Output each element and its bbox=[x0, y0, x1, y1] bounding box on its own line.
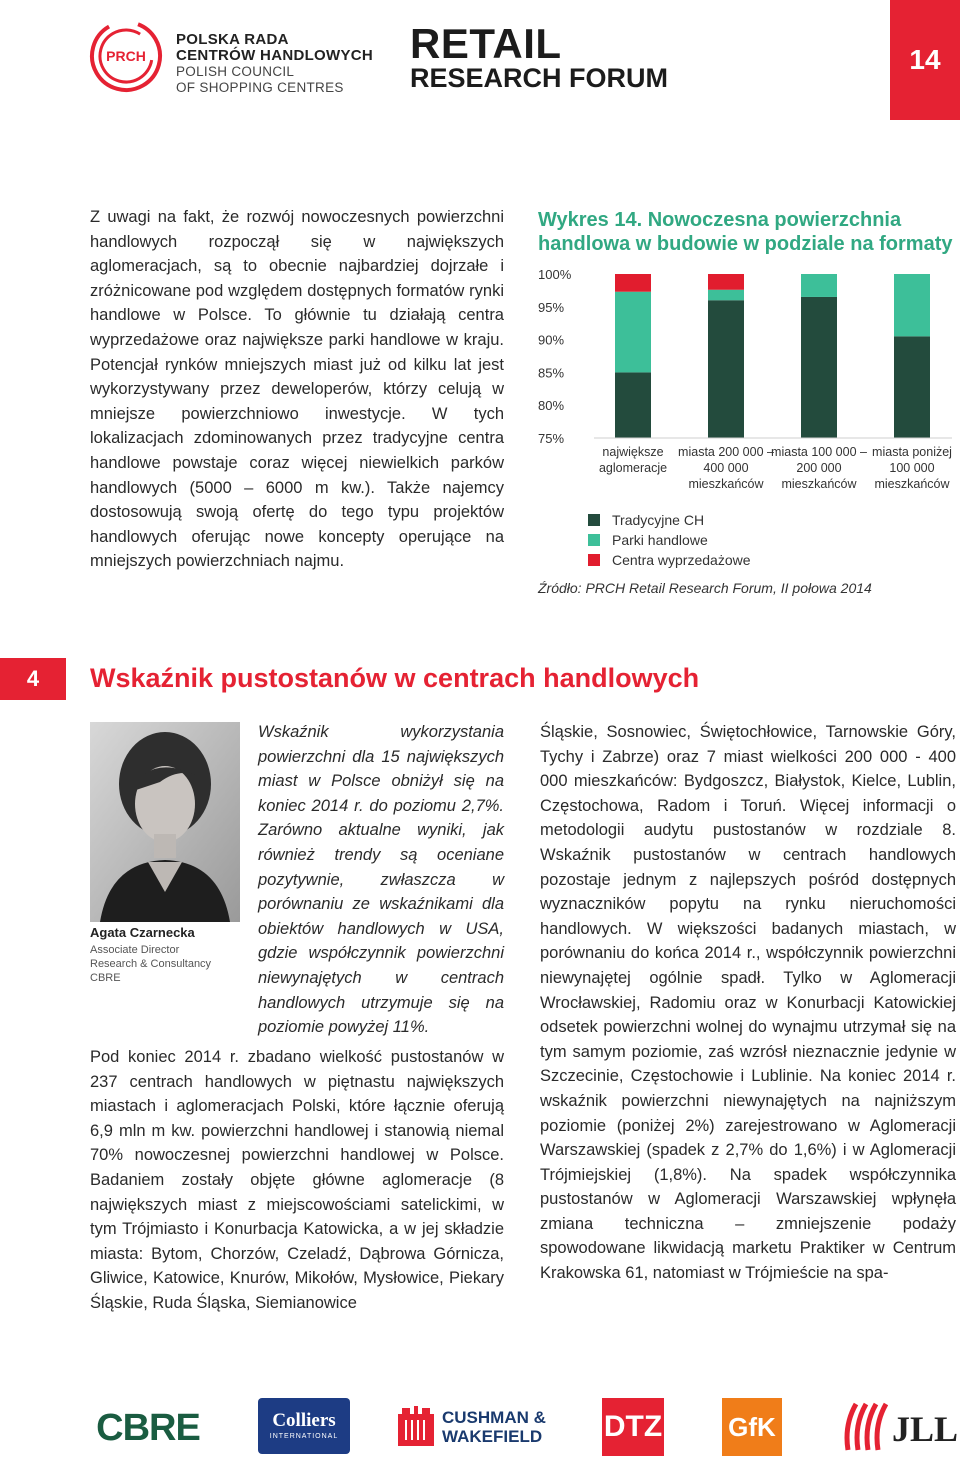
bar-segment bbox=[801, 297, 837, 438]
bar-segment bbox=[708, 290, 744, 300]
bar-segment bbox=[708, 300, 744, 438]
chart-legend bbox=[588, 510, 751, 570]
x-category-label: 100 000 bbox=[889, 461, 935, 475]
bar-segment bbox=[708, 274, 744, 290]
y-tick-label: 90% bbox=[538, 332, 565, 348]
publication-subtitle: RESEARCH FORUM bbox=[410, 63, 669, 93]
legend-swatch-outlet bbox=[588, 554, 600, 566]
cushman-wakefield-logo bbox=[396, 1406, 546, 1450]
section-number: 4 bbox=[0, 658, 66, 700]
legend-swatch-retail-parks bbox=[588, 534, 600, 546]
author-name: Agata Czarnecka bbox=[90, 925, 195, 940]
page-number: 14 bbox=[890, 0, 960, 120]
body-column-1: Pod koniec 2014 r. zbadano wielkość pustostanów w 237 centrach handlowych w piętnastu największych miastach i aglomeracjach Polski, które łącznie oferują 6,9 mln m kw. powierzchni handlowej i stanowią niemal 70% nowoczesnej powierzchni handlowej w Polsce. Badaniem zostały objęte główne aglomeracje (8 największych miast z miejscowościami satelickimi, w tym Trójmiasto i Konurbacja Katowicka, a w jej składzie miasta: Bytom, Chorzów, Czeladź, Dąbrowa Górnicza, Gliwice, Katowice, Knurów, Mikołów, Mysłowice, Piekary Śląskie, Ruda Śląska, Siemianowice bbox=[90, 1048, 504, 1312]
author-photo bbox=[90, 722, 240, 922]
chart-source: Źródło: PRCH Retail Research Forum, II połowa 2014 bbox=[538, 580, 872, 596]
colliers-logo-subtext: INTERNATIONAL bbox=[269, 1433, 339, 1440]
page-header bbox=[0, 0, 960, 120]
pull-quote: Wskaźnik wykorzystania powierzchni dla 15 największych miast w Polsce obniżył się na koniec 2014 r. do poziomu 2,7%. Zarówno aktualne wyniki, jak również trendy są oceniane pozytywnie, zwłaszcza w porównaniu ze wskaźnikami dla obiektów handlowych w USA, gdzie współczynnik powierzchni niewynajętych w centrach handlowych utrzymuje się na poziomie powyżej 11%. bbox=[258, 723, 504, 1037]
y-tick-label: 95% bbox=[538, 299, 565, 315]
council-pl-line-2: CENTRÓW HANDLOWYCH bbox=[176, 47, 374, 64]
council-en-line-1: POLISH COUNCIL bbox=[176, 64, 295, 79]
legend-label: Tradycyjne CH bbox=[612, 512, 705, 528]
chart-title: Wykres 14. Nowoczesna powierzchnia handlowa w budowie w podziale na formaty bbox=[538, 209, 953, 255]
x-category-label: mieszkańców bbox=[874, 477, 950, 491]
bar-segment bbox=[894, 274, 930, 336]
x-category-label: miasta 100 000 – bbox=[771, 445, 867, 459]
cushman-line-1: CUSHMAN & bbox=[442, 1408, 546, 1427]
legend-item bbox=[588, 510, 751, 530]
x-category-label: mieszkańców bbox=[688, 477, 764, 491]
y-tick-label: 85% bbox=[538, 365, 565, 381]
legend-swatch-traditional bbox=[588, 514, 600, 526]
bar-segment bbox=[801, 274, 837, 297]
council-en-line-2: OF SHOPPING CENTRES bbox=[176, 80, 344, 95]
author-department: Research & Consultancy bbox=[90, 958, 212, 970]
colliers-logo-text: Colliers bbox=[272, 1410, 336, 1431]
y-tick-label: 80% bbox=[538, 398, 565, 414]
bar-segment bbox=[615, 292, 651, 373]
stacked-bar-chart bbox=[520, 258, 960, 508]
x-category-label: 400 000 bbox=[703, 461, 749, 475]
intro-paragraph: Z uwagi na fakt, że rozwój nowoczesnych powierzchni handlowych rozpoczął się w największych aglomeracjach, są to obecnie najbardziej dojrzałe i zróżnicowane pod względem dostępnych formatów rynki handlowe w Polsce. To głównie tu działają centra wyprzedażowe oraz największe parki handlowe w kraju. Potencjał rynków mniejszych miast już od kilku lat jest wykorzystywany przez deweloperów, którzy celują w mniejsze powierzchniowo inwestycje. W tych lokalizacjach zdominowanych przez tradycyjne centra handlowe powstaje coraz więcej niewielkich parków handlowych (5000 – 6000 m kw.). Także najemcy dostosowują swoją ofertę do tego typu projektów handlowych oferując nowe koncepty operujące na mniejszych powierzchniach najmu. bbox=[90, 208, 504, 571]
x-category-label: największe bbox=[602, 445, 664, 459]
cushman-wakefield-text bbox=[442, 1408, 546, 1446]
council-name bbox=[176, 32, 373, 96]
jll-logo-text: JLL bbox=[892, 1409, 959, 1449]
legend-label: Centra wyprzedażowe bbox=[612, 552, 751, 568]
y-tick-label: 75% bbox=[538, 431, 565, 446]
partner-logos bbox=[0, 1392, 960, 1467]
x-category-label: aglomeracje bbox=[598, 461, 668, 475]
y-tick-label: 100% bbox=[538, 267, 572, 282]
legend-item bbox=[588, 550, 751, 570]
bar-segment bbox=[894, 336, 930, 438]
section-title: Wskaźnik pustostanów w centrach handlowych bbox=[90, 663, 700, 693]
publication-title: RETAIL bbox=[410, 20, 562, 67]
gfk-logo: GfK bbox=[722, 1398, 782, 1456]
x-category-label: 200 000 bbox=[796, 461, 842, 475]
x-category-label: mieszkańców bbox=[781, 477, 857, 491]
jll-logo bbox=[842, 1400, 957, 1454]
dtz-logo: DTZ bbox=[602, 1398, 664, 1456]
author-company: CBRE bbox=[90, 972, 121, 984]
body-column-2: Śląskie, Sosnowiec, Świętochłowice, Tarnowskie Góry, Tychy i Zabrze) oraz 7 miast wielkości 200 000 - 400 000 mieszkańców: Bydgoszcz, Białystok, Kielce, Lublin, Częstochowa, Radom i Toruń. Więcej informacji o metodologii audytu pustostanów w rozdziale 8. Wskaźnik pustostanów w centrach handlowych pozostaje jednym z najlepszych pośród dostępnych wyznaczników popytu na rynku nieruchomości handlowych. W większości badanych miastach, w porównaniu do końca 2014 r., współczynnik powierzchni niewynajętej ogólnie spadł. Tylko w Aglomeracji Wrocławskiej, Radomiu oraz w Konurbacji Katowickiej odsetek powierzchni wolnej do wynajmu utrzymał się na tym samym poziomie, zaś wzrósł nieznacznie jedynie w Szczecinie, Częstochowie i Lublinie. Na koniec 2014 r. wskaźnik powierzchni niewynajętych na najniższym poziomie (poniżej 2%) zarejestrowano w Aglomeracji Warszawskiej (spadek z 2,7% do 1,6%) i w Aglomeracji Trójmiejskiej (1,8%). Na spadek współczynnika pustostanów w Aglomeracji Warszawskiej wpłynęła zmiana techniczna – zmniejszenie podaży spowodowane likwidacją marketu Praktiker w Centrum Krakowska 61, natomiast w Trójmieście na spa- bbox=[540, 723, 956, 1283]
legend-item bbox=[588, 530, 751, 550]
cbre-logo: CBRE bbox=[96, 1406, 200, 1449]
bar-segment bbox=[615, 372, 651, 438]
x-category-label: miasta poniżej bbox=[872, 445, 952, 459]
jll-emblem-icon bbox=[842, 1400, 888, 1454]
colliers-logo bbox=[258, 1398, 350, 1454]
author-role: Associate Director bbox=[90, 944, 180, 956]
x-category-label: miasta 200 000 – bbox=[678, 445, 774, 459]
prch-logo-text: PRCH bbox=[106, 48, 146, 64]
prch-logo bbox=[88, 18, 164, 94]
bar-segment bbox=[615, 274, 651, 292]
cushman-line-2: WAKEFIELD bbox=[442, 1427, 543, 1446]
legend-label: Parki handlowe bbox=[612, 532, 708, 548]
author-caption bbox=[90, 926, 211, 985]
council-pl-line-1: POLSKA RADA bbox=[176, 31, 289, 48]
cushman-emblem-icon bbox=[396, 1406, 436, 1450]
